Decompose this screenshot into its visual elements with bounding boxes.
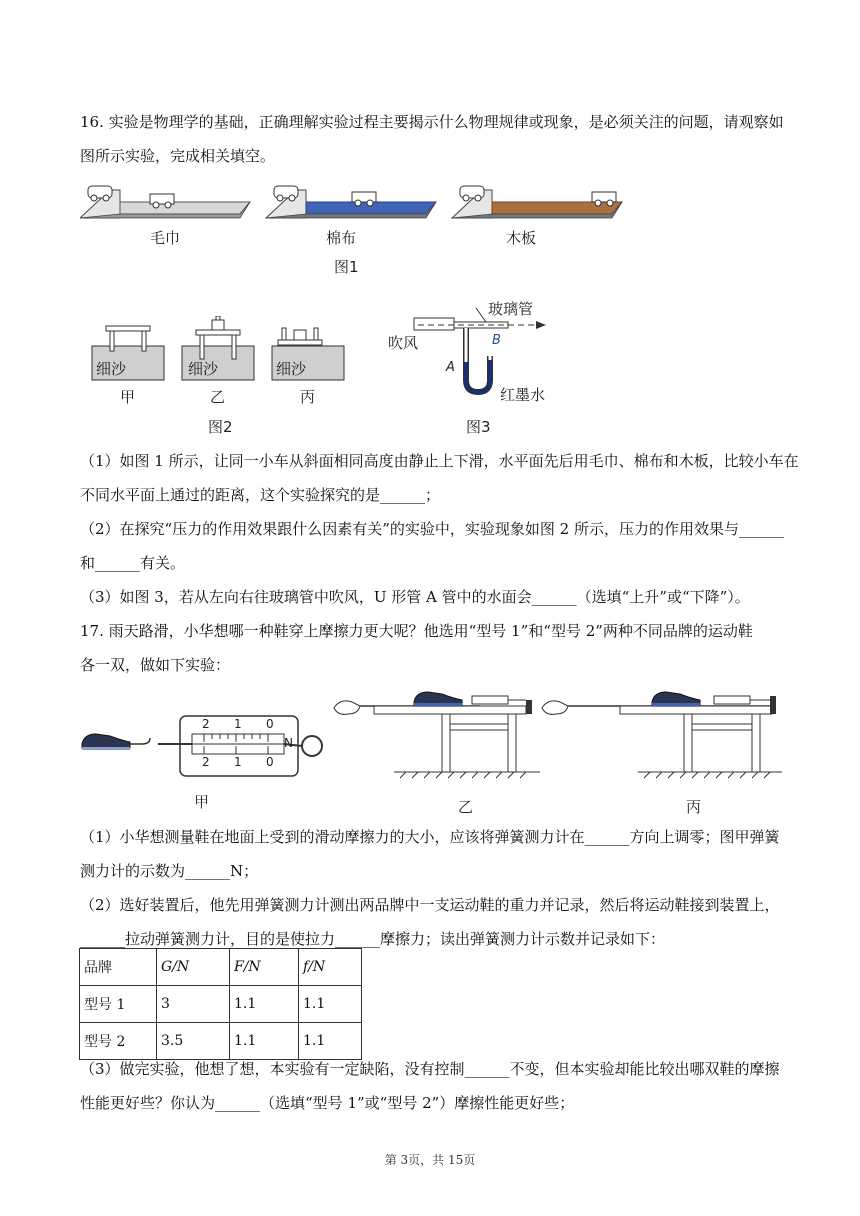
table-header-friction: f/N	[299, 949, 362, 986]
fig3-b-label: B	[492, 333, 501, 348]
table-header-g: G/N	[157, 949, 230, 986]
hand-icon	[542, 701, 568, 715]
fig3-ink-label: 红墨水	[500, 386, 546, 404]
q17-part2-line2: ______拉动弹簧测力计，目的是使拉力______摩擦力；读出弹簧测力计示数并记录如下：	[80, 930, 666, 948]
shoe-icon	[652, 692, 700, 706]
figure-2-sand-trays	[90, 316, 350, 382]
table-cell: 3	[157, 986, 230, 1023]
q17-fig-label-bing: 丙	[686, 798, 702, 816]
table-cell: 1.1	[230, 986, 299, 1023]
q17-part3-line1: （3）做完实验，他想了想，本实验有一定缺陷，没有控制______不变，但本实验却能比较出哪双鞋的摩擦	[80, 1060, 780, 1078]
shoe-icon	[414, 692, 462, 706]
hand-icon	[334, 701, 360, 715]
friction-data-table	[79, 948, 362, 1060]
scale-number-0-bottom: 0	[266, 755, 274, 769]
fig3-tube-label: 玻璃管	[488, 300, 534, 318]
shoe-icon	[82, 734, 130, 750]
fig3-wind-label: 吹风	[388, 334, 419, 352]
table-cell: 1.1	[230, 1023, 299, 1060]
scale-number-0-top: 0	[266, 717, 274, 731]
figure-bing-table-setup	[538, 684, 782, 784]
fig2-label-yi: 乙	[210, 388, 226, 406]
q17-part1-line1: （1）小华想测量鞋在地面上受到的滑动摩擦力的大小，应该将弹簧测力计在______方向上调零；图甲弹簧	[80, 828, 780, 846]
q17-part3-line2: 性能更好些？你认为______（选填“型号 1”或“型号 2”）摩擦性能更好些；	[80, 1094, 575, 1112]
fig3-a-label: A	[446, 360, 455, 375]
q16-part1-line2: 不同水平面上通过的距离，这个实验探究的是______；	[80, 486, 441, 504]
scale-number-1-bottom: 1	[234, 755, 242, 769]
figure-yi-table-setup	[330, 684, 540, 784]
scale-number-2-bottom: 2	[202, 755, 210, 769]
fig2-sand-label-bing: 细沙	[276, 360, 307, 378]
fig1-label-wood: 木板	[506, 229, 537, 247]
scale-unit: N	[284, 736, 293, 750]
u-tube	[466, 328, 490, 392]
table-cell: 型号 2	[80, 1023, 157, 1060]
q16-intro-line1: 16. 实验是物理学的基础，正确理解实验过程主要揭示什么物理规律或现象，是必须关注的问题，请观察如	[80, 113, 784, 131]
q17-fig-label-jia: 甲	[194, 793, 210, 811]
q16-part1-line1: （1）如图 1 所示，让同一小车从斜面相同高度由静止上下滑，水平面先后用毛巾、棉布和木板，比较小车在	[80, 452, 799, 470]
q16-part2-line2: 和______有关。	[80, 554, 186, 572]
q17-part2-line1: （2）选好装置后，他先用弹簧测力计测出两品牌中一支运动鞋的重力并记录，然后将运动鞋接到装置上，	[80, 896, 780, 914]
q17-intro-line1: 17. 雨天路滑，小华想哪一种鞋穿上摩擦力更大呢？他选用“型号 1”和“型号 2”两种不同品牌的运动鞋	[80, 622, 753, 640]
table-cell: 1.1	[299, 1023, 362, 1060]
table-header-f: F/N	[230, 949, 299, 986]
table-row	[80, 1023, 362, 1060]
scale-number-1-top: 1	[234, 717, 242, 731]
table-header-brand: 品牌	[80, 949, 157, 986]
ramp-towel	[80, 186, 250, 218]
q16-intro-line2: 图所示实验，完成相关填空。	[80, 147, 276, 165]
page-footer: 第 3页，共 15页	[384, 1153, 476, 1167]
fig2-label-bing: 丙	[300, 388, 316, 406]
ramp-cotton	[266, 186, 436, 218]
scale-number-2-top: 2	[202, 717, 210, 731]
fig2-sand-label-yi: 细沙	[188, 360, 219, 378]
fig2-label-jia: 甲	[120, 388, 136, 406]
q17-intro-line2: 各一双，做如下实验：	[80, 656, 231, 674]
fig1-caption: 图1	[334, 258, 359, 276]
ramp-wood	[452, 186, 622, 218]
table-cell: 型号 1	[80, 986, 157, 1023]
fig1-label-towel: 毛巾	[150, 229, 181, 247]
q16-part2-line1: （2）在探究“压力的作用效果跟什么因素有关”的实验中，实验现象如图 2 所示，压力的作用效果与______	[80, 520, 784, 538]
fig3-caption: 图3	[466, 418, 491, 436]
fig2-sand-label-jia: 细沙	[96, 360, 127, 378]
q17-part1-line2: 测力计的示数为______N；	[80, 862, 259, 880]
q17-fig-label-yi: 乙	[458, 798, 474, 816]
fig2-caption: 图2	[208, 418, 233, 436]
table-header-row	[80, 949, 362, 986]
fig1-label-cotton: 棉布	[326, 229, 357, 247]
table-row	[80, 986, 362, 1023]
table-cell: 3.5	[157, 1023, 230, 1060]
table-cell: 1.1	[299, 986, 362, 1023]
q16-part3: （3）如图 3，若从左向右往玻璃管中吹风，U 形管 A 管中的水面会______（选填“上升”或“下降”）。	[80, 588, 750, 606]
